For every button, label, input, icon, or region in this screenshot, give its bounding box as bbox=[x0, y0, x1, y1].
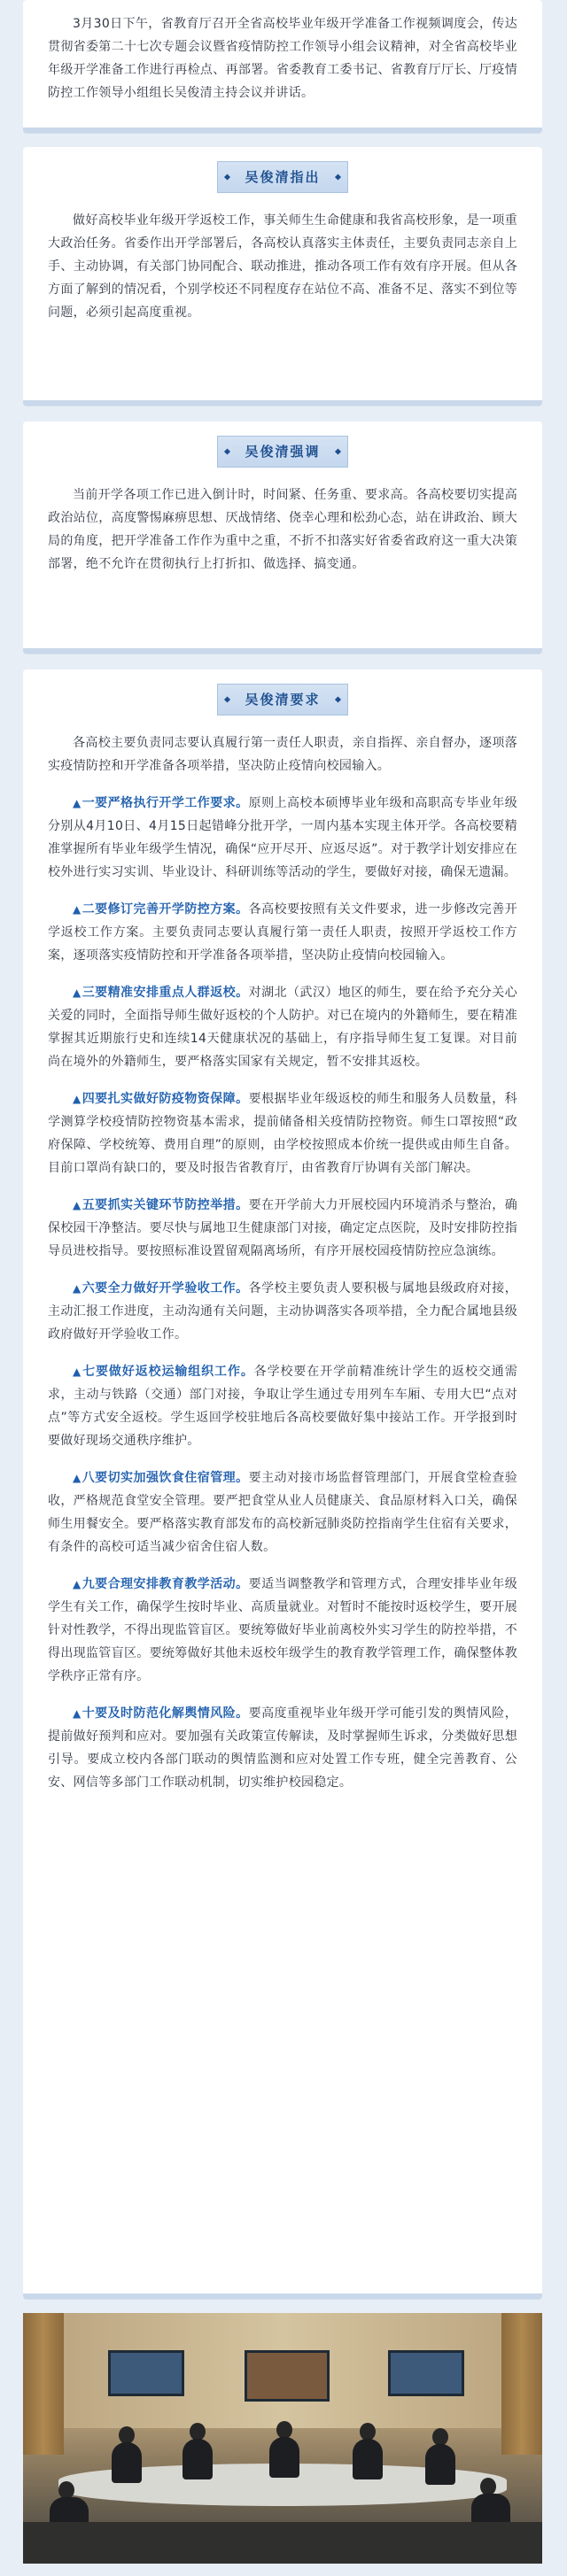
intro-card bbox=[23, 0, 542, 133]
requirement-item bbox=[48, 1087, 517, 1180]
section-paragraph-qiangdiao: 当前开学各项工作已进入倒计时，时间紧、任务重、要求高。各高校要切实提高政治站位，高度警惕麻痹思想、厌战情绪、侥幸心理和松劲心态，站在讲政治、顾大局的角度，把开学准备工作作为重中之重，不折不扣落实好省委省政府这一重大决策部署，绝不允许在贯彻执行上打折扣、做选择、搞变通。 bbox=[48, 488, 517, 571]
requirement-lead: 十要及时防范化解舆情风险。 bbox=[82, 1706, 249, 1721]
photo-curtain-right bbox=[501, 2313, 542, 2455]
triangle-bullet-icon: ▲ bbox=[73, 797, 82, 809]
requirement-item bbox=[48, 1194, 517, 1263]
section-card-zhichu bbox=[23, 147, 542, 406]
photo-person-head bbox=[276, 2421, 292, 2439]
requirement-text: 要根据毕业年级返校的师生和服务人员数量，科学测算学校疫情防控物资基本需求，提前储备相关疫情防控物资。师生口罩按照“政府保障、学校统筹、费用自理”的原则，由学校按照成本价统一提供或由师生自备。目前口罩尚有缺口的，要及时报告省教育厅，由省教育厅协调有关部门解决。 bbox=[48, 1092, 517, 1175]
section-banner-zhichu: 吴俊清指出 bbox=[217, 161, 348, 193]
photo-person-head bbox=[119, 2426, 135, 2444]
triangle-bullet-icon: ▲ bbox=[73, 1282, 82, 1295]
requirement-item bbox=[48, 898, 517, 967]
triangle-bullet-icon: ▲ bbox=[73, 903, 82, 916]
requirement-text: 原则上高校本硕博毕业年级和高职高专毕业年级分别从4月10日、4月15日起错峰分批开学，一周内基本实现主体开学。各高校要精准掌握所有毕业年级学生情况，确保“应开尽开、应返尽返”。对于教学计划安排应在校外进行实习实训、毕业设计、科研训练等活动的学生，要做好对接，确保无遗漏。 bbox=[48, 796, 517, 879]
triangle-bullet-icon: ▲ bbox=[73, 1472, 82, 1484]
requirement-lead: 三要精准安排重点人群返校。 bbox=[82, 986, 249, 1000]
requirement-text: 各学校主要负责人要积极与属地县级政府对接，主动汇报工作进度，主动沟通有关问题，主动协调落实各项举措，全力配合属地县级政府做好开学验收工作。 bbox=[48, 1281, 517, 1342]
triangle-bullet-icon: ▲ bbox=[73, 1365, 82, 1378]
photo-curtain-left bbox=[23, 2313, 64, 2455]
requirement-text: 要适当调整教学和管理方式，合理安排毕业年级学生有关工作，确保学生按时毕业、高质量就业。对暂时不能按时返校学生，要开展针对性教学，不得出现监管盲区。要统筹做好毕业前离校外实习学生的防控举措，不得出现监管盲区。要统筹做好其他未返校年级学生的教育教学管理工作，确保整体教学秩序正常有序。 bbox=[48, 1577, 517, 1683]
requirement-text: 要高度重视毕业年级开学可能引发的舆情风险，提前做好预判和应对。要加强有关政策宣传解读，及时掌握师生诉求，分类做好思想引导。要成立校内各部门联动的舆情监测和应对处置工作专班，健全完善教育、公安、网信等多部门工作联动机制，切实维护校园稳定。 bbox=[48, 1706, 517, 1790]
photo-person bbox=[183, 2439, 213, 2479]
requirement-item bbox=[48, 1573, 517, 1688]
section-card-yaoqiu bbox=[23, 669, 542, 2299]
triangle-bullet-icon: ▲ bbox=[73, 1199, 82, 1211]
requirement-lead: 五要抓实关键环节防控举措。 bbox=[82, 1198, 249, 1212]
photo-person-head bbox=[432, 2428, 448, 2446]
triangle-bullet-icon: ▲ bbox=[73, 1707, 82, 1720]
requirement-item bbox=[48, 792, 517, 884]
photo-screen-left bbox=[108, 2350, 184, 2396]
requirement-text: 对湖北（武汉）地区的师生，要在给予充分关心关爱的同时，全面指导师生做好返校的个人防护。对已在境内的外籍师生，要在精准掌握其近期旅行史和连续14天健康状况的基础上，有序指导师生复工复课。对目前尚在境外的外籍师生，要严格落实国家有关规定，暂不安排其返校。 bbox=[48, 986, 517, 1069]
requirement-lead: 一要严格执行开学工作要求。 bbox=[82, 796, 249, 810]
requirement-item bbox=[48, 1466, 517, 1559]
requirement-text: 要在开学前大力开展校园内环境消杀与整治，确保校园干净整洁。要尽快与属地卫生健康部门对接，确定定点医院，及时安排防控指导员进校指导。要按照标准设置留观隔离场所，有序开展校园疫情防控应急演练。 bbox=[48, 1198, 517, 1258]
section-banner-qiangdiao: 吴俊清强调 bbox=[217, 436, 348, 468]
requirement-item bbox=[48, 1702, 517, 1794]
meeting-photo bbox=[23, 2313, 542, 2564]
photo-person bbox=[269, 2437, 299, 2478]
requirement-text: 各高校要按照有关文件要求，进一步修改完善开学返校工作方案。主要负责同志要认真履行第一责任人职责，按照开学返校工作方案，逐项落实疫情防控和开学准备各项举措，坚决防止疫情向校园输入。 bbox=[48, 902, 517, 963]
requirement-lead: 八要切实加强饮食住宿管理。 bbox=[82, 1471, 249, 1485]
photo-person bbox=[353, 2439, 383, 2479]
photo-person-head bbox=[190, 2423, 206, 2441]
requirement-lead: 六要全力做好开学验收工作。 bbox=[82, 1281, 249, 1296]
requirement-lead: 四要扎实做好防疫物资保障。 bbox=[82, 1092, 249, 1106]
triangle-bullet-icon: ▲ bbox=[73, 986, 82, 999]
requirement-lead: 二要修订完善开学防控方案。 bbox=[82, 902, 249, 917]
photo-screen-right bbox=[388, 2350, 464, 2396]
requirement-text: 要主动对接市场监督管理部门，开展食堂检查验收，严格规范食堂安全管理。要严把食堂从业人员健康关、食品原材料入口关，确保师生用餐安全。要严格落实教育部发布的高校新冠肺炎防控指南学生住宿有关要求，有条件的高校可适当减少宿舍住宿人数。 bbox=[48, 1471, 517, 1554]
intro-paragraph: 3月30日下午，省教育厅召开全省高校毕业年级开学准备工作视频调度会，传达贯彻省委第二十七次专题会议暨省疫情防控工作领导小组会议精神，对全省高校毕业年级开学准备工作进行再检点、再部署。省委教育工委书记、省教育厅厅长、厅疫情防控工作领导小组组长吴俊清主持会议并讲话。 bbox=[48, 17, 517, 100]
section-banner-yaoqiu: 吴俊清要求 bbox=[217, 684, 348, 716]
section-paragraph-zhichu: 做好高校毕业年级开学返校工作，事关师生生命健康和我省高校形象，是一项重大政治任务。省委作出开学部署后，各高校认真落实主体责任，主要负责同志亲自上手、主动协调，有关部门协同配合、联动推进，推动各项工作有效有序开展。但从各方面了解到的情况看，个别学校还不同程度存在站位不高、准备不足、落实不到位等问题，必须引起高度重视。 bbox=[48, 213, 517, 320]
photo-person-head bbox=[58, 2481, 74, 2499]
requirement-lead: 九要合理安排教育教学活动。 bbox=[82, 1577, 249, 1591]
photo-person-head bbox=[480, 2478, 496, 2495]
requirement-item bbox=[48, 981, 517, 1073]
photo-person bbox=[112, 2442, 142, 2483]
section-card-qiangdiao bbox=[23, 422, 542, 654]
section-intro-yaoqiu: 各高校主要负责同志要认真履行第一责任人职责，亲自指挥、亲自督办，逐项落实疫情防控和开学准备各项举措，坚决防止疫情向校园输入。 bbox=[48, 736, 517, 773]
requirement-lead: 七要做好返校运输组织工作。 bbox=[82, 1365, 254, 1379]
photo-floor bbox=[23, 2522, 542, 2564]
photo-person-head bbox=[360, 2423, 376, 2441]
photo-screen-center bbox=[245, 2350, 330, 2402]
triangle-bullet-icon: ▲ bbox=[73, 1093, 82, 1105]
requirement-item bbox=[48, 1277, 517, 1346]
requirement-text: 各学校要在开学前精准统计学生的返校交通需求，主动与铁路（交通）部门对接，争取让学生通过专用列车车厢、专用大巴“点对点”等方式安全返校。学生返回学校驻地后各高校要做好集中接站工作。开学报到时要做好现场交通秩序维护。 bbox=[48, 1365, 517, 1448]
photo-person bbox=[425, 2444, 455, 2485]
triangle-bullet-icon: ▲ bbox=[73, 1578, 82, 1590]
requirement-item bbox=[48, 1360, 517, 1452]
